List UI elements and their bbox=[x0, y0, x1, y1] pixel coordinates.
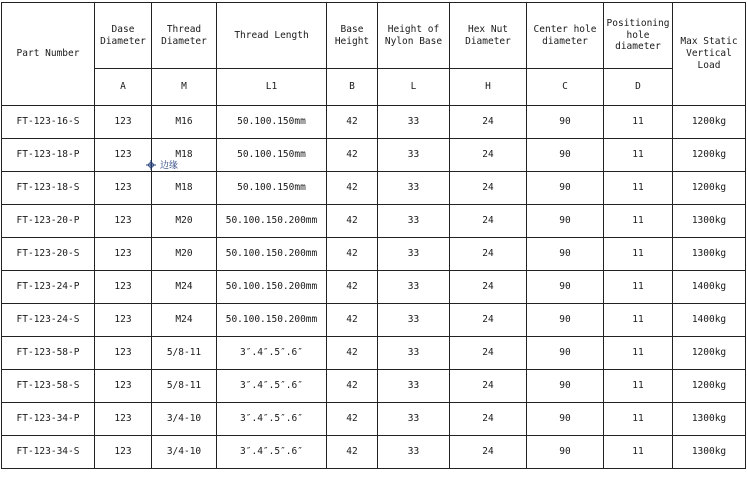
cell-part: FT-123-58-P bbox=[2, 337, 95, 370]
cell-nylon: 33 bbox=[378, 436, 450, 469]
cell-load: 1300kg bbox=[673, 403, 746, 436]
cell-nylon: 33 bbox=[378, 139, 450, 172]
cell-part: FT-123-58-S bbox=[2, 370, 95, 403]
symbol-h: H bbox=[450, 69, 527, 106]
symbol-l: L bbox=[378, 69, 450, 106]
header-base-height: Base Height bbox=[327, 3, 378, 69]
cell-chd: 90 bbox=[527, 139, 604, 172]
cell-chd: 90 bbox=[527, 172, 604, 205]
cell-phd: 11 bbox=[604, 271, 673, 304]
table-row bbox=[2, 205, 746, 238]
symbol-c: C bbox=[527, 69, 604, 106]
cell-bh: 42 bbox=[327, 370, 378, 403]
cell-part: FT-123-24-P bbox=[2, 271, 95, 304]
cell-nylon: 33 bbox=[378, 106, 450, 139]
cell-load: 1200kg bbox=[673, 139, 746, 172]
table-row bbox=[2, 271, 746, 304]
cell-chd: 90 bbox=[527, 370, 604, 403]
symbol-b: B bbox=[327, 69, 378, 106]
cell-load: 1200kg bbox=[673, 106, 746, 139]
symbol-row bbox=[2, 69, 746, 106]
cell-len: 50.100.150.200mm bbox=[217, 238, 327, 271]
cell-thread: 3/4-10 bbox=[152, 436, 217, 469]
header-part-number: Part Number bbox=[2, 3, 95, 106]
cell-bh: 42 bbox=[327, 271, 378, 304]
cell-base: 123 bbox=[95, 370, 152, 403]
cell-hex: 24 bbox=[450, 106, 527, 139]
cell-base: 123 bbox=[95, 436, 152, 469]
cell-bh: 42 bbox=[327, 304, 378, 337]
cell-hex: 24 bbox=[450, 337, 527, 370]
table-row bbox=[2, 106, 746, 139]
symbol-d: D bbox=[604, 69, 673, 106]
cell-len: 50.100.150.200mm bbox=[217, 271, 327, 304]
table-row bbox=[2, 337, 746, 370]
symbol-a: A bbox=[95, 69, 152, 106]
cell-nylon: 33 bbox=[378, 403, 450, 436]
cell-thread: M18 bbox=[152, 172, 217, 205]
cell-phd: 11 bbox=[604, 304, 673, 337]
cell-base: 123 bbox=[95, 403, 152, 436]
cell-phd: 11 bbox=[604, 139, 673, 172]
cell-phd: 11 bbox=[604, 337, 673, 370]
cell-part: FT-123-34-S bbox=[2, 436, 95, 469]
cell-bh: 42 bbox=[327, 172, 378, 205]
cell-hex: 24 bbox=[450, 139, 527, 172]
cell-part: FT-123-34-P bbox=[2, 403, 95, 436]
cell-len: 50.100.150.200mm bbox=[217, 304, 327, 337]
cell-bh: 42 bbox=[327, 436, 378, 469]
cell-hex: 24 bbox=[450, 403, 527, 436]
cell-phd: 11 bbox=[604, 205, 673, 238]
cell-hex: 24 bbox=[450, 304, 527, 337]
cell-load: 1200kg bbox=[673, 337, 746, 370]
cell-part: FT-123-18-P bbox=[2, 139, 95, 172]
cell-hex: 24 bbox=[450, 238, 527, 271]
cell-base: 123 bbox=[95, 205, 152, 238]
table-row bbox=[2, 139, 746, 172]
cell-len: 50.100.150mm bbox=[217, 172, 327, 205]
specification-table bbox=[1, 2, 746, 469]
cell-phd: 11 bbox=[604, 436, 673, 469]
cell-nylon: 33 bbox=[378, 337, 450, 370]
header-nylon-base-height: Height of Nylon Base bbox=[378, 3, 450, 69]
cell-hex: 24 bbox=[450, 271, 527, 304]
table-row bbox=[2, 238, 746, 271]
cell-bh: 42 bbox=[327, 238, 378, 271]
cursor-label: 边缘 bbox=[160, 161, 179, 171]
cell-nylon: 33 bbox=[378, 304, 450, 337]
cell-part: FT-123-24-S bbox=[2, 304, 95, 337]
cell-thread: M20 bbox=[152, 205, 217, 238]
cell-len: 3″.4″.5″.6″ bbox=[217, 403, 327, 436]
cell-phd: 11 bbox=[604, 106, 673, 139]
header-positioning-hole-diameter: Positioning hole diameter bbox=[604, 3, 673, 69]
cell-chd: 90 bbox=[527, 436, 604, 469]
cell-base: 123 bbox=[95, 238, 152, 271]
cell-bh: 42 bbox=[327, 139, 378, 172]
cell-nylon: 33 bbox=[378, 370, 450, 403]
cell-base: 123 bbox=[95, 106, 152, 139]
cell-load: 1200kg bbox=[673, 370, 746, 403]
header-thread-length: Thread Length bbox=[217, 3, 327, 69]
cell-load: 1400kg bbox=[673, 271, 746, 304]
cell-part: FT-123-18-S bbox=[2, 172, 95, 205]
cell-bh: 42 bbox=[327, 403, 378, 436]
cell-phd: 11 bbox=[604, 370, 673, 403]
cell-load: 1300kg bbox=[673, 238, 746, 271]
move-cursor-icon bbox=[146, 160, 156, 170]
cell-len: 3″.4″.5″.6″ bbox=[217, 370, 327, 403]
cell-nylon: 33 bbox=[378, 205, 450, 238]
cell-thread: 5/8-11 bbox=[152, 337, 217, 370]
table-row bbox=[2, 304, 746, 337]
cell-hex: 24 bbox=[450, 172, 527, 205]
cell-load: 1300kg bbox=[673, 205, 746, 238]
cell-base: 123 bbox=[95, 172, 152, 205]
cell-nylon: 33 bbox=[378, 172, 450, 205]
cell-thread: 3/4-10 bbox=[152, 403, 217, 436]
cell-thread: M24 bbox=[152, 304, 217, 337]
cell-thread: M20 bbox=[152, 238, 217, 271]
cell-phd: 11 bbox=[604, 172, 673, 205]
cell-hex: 24 bbox=[450, 436, 527, 469]
table-body bbox=[2, 106, 746, 469]
table-row bbox=[2, 436, 746, 469]
cell-phd: 11 bbox=[604, 403, 673, 436]
cell-bh: 42 bbox=[327, 205, 378, 238]
cell-len: 50.100.150mm bbox=[217, 139, 327, 172]
cell-chd: 90 bbox=[527, 271, 604, 304]
symbol-l1: L1 bbox=[217, 69, 327, 106]
cell-len: 50.100.150mm bbox=[217, 106, 327, 139]
cell-part: FT-123-20-S bbox=[2, 238, 95, 271]
cell-thread: M24 bbox=[152, 271, 217, 304]
cell-hex: 24 bbox=[450, 205, 527, 238]
cell-part: FT-123-20-P bbox=[2, 205, 95, 238]
table-row bbox=[2, 172, 746, 205]
header-center-hole-diameter: Center hole diameter bbox=[527, 3, 604, 69]
header-row bbox=[2, 3, 746, 69]
cell-base: 123 bbox=[95, 337, 152, 370]
cell-len: 3″.4″.5″.6″ bbox=[217, 436, 327, 469]
cell-chd: 90 bbox=[527, 304, 604, 337]
cell-load: 1400kg bbox=[673, 304, 746, 337]
header-thread-diameter: Thread Diameter bbox=[152, 3, 217, 69]
cell-phd: 11 bbox=[604, 238, 673, 271]
table-row bbox=[2, 403, 746, 436]
cell-chd: 90 bbox=[527, 238, 604, 271]
symbol-m: M bbox=[152, 69, 217, 106]
cell-len: 50.100.150.200mm bbox=[217, 205, 327, 238]
header-base-diameter: Dase Diameter bbox=[95, 3, 152, 69]
cell-bh: 42 bbox=[327, 337, 378, 370]
cell-base: 123 bbox=[95, 304, 152, 337]
cell-base: 123 bbox=[95, 271, 152, 304]
header-max-static-load: Max Static Vertical Load bbox=[673, 3, 746, 106]
cell-base: 123 bbox=[95, 139, 152, 172]
cell-chd: 90 bbox=[527, 106, 604, 139]
cell-hex: 24 bbox=[450, 370, 527, 403]
cell-chd: 90 bbox=[527, 403, 604, 436]
cell-thread: M18 bbox=[152, 139, 217, 172]
cell-load: 1300kg bbox=[673, 436, 746, 469]
cell-len: 3″.4″.5″.6″ bbox=[217, 337, 327, 370]
cell-nylon: 33 bbox=[378, 271, 450, 304]
cell-load: 1200kg bbox=[673, 172, 746, 205]
cell-bh: 42 bbox=[327, 106, 378, 139]
cell-chd: 90 bbox=[527, 205, 604, 238]
cell-thread: 5/8-11 bbox=[152, 370, 217, 403]
cell-chd: 90 bbox=[527, 337, 604, 370]
cell-thread: M16 bbox=[152, 106, 217, 139]
cell-part: FT-123-16-S bbox=[2, 106, 95, 139]
table-row bbox=[2, 370, 746, 403]
header-hex-nut-diameter: Hex Nut Diameter bbox=[450, 3, 527, 69]
cell-nylon: 33 bbox=[378, 238, 450, 271]
